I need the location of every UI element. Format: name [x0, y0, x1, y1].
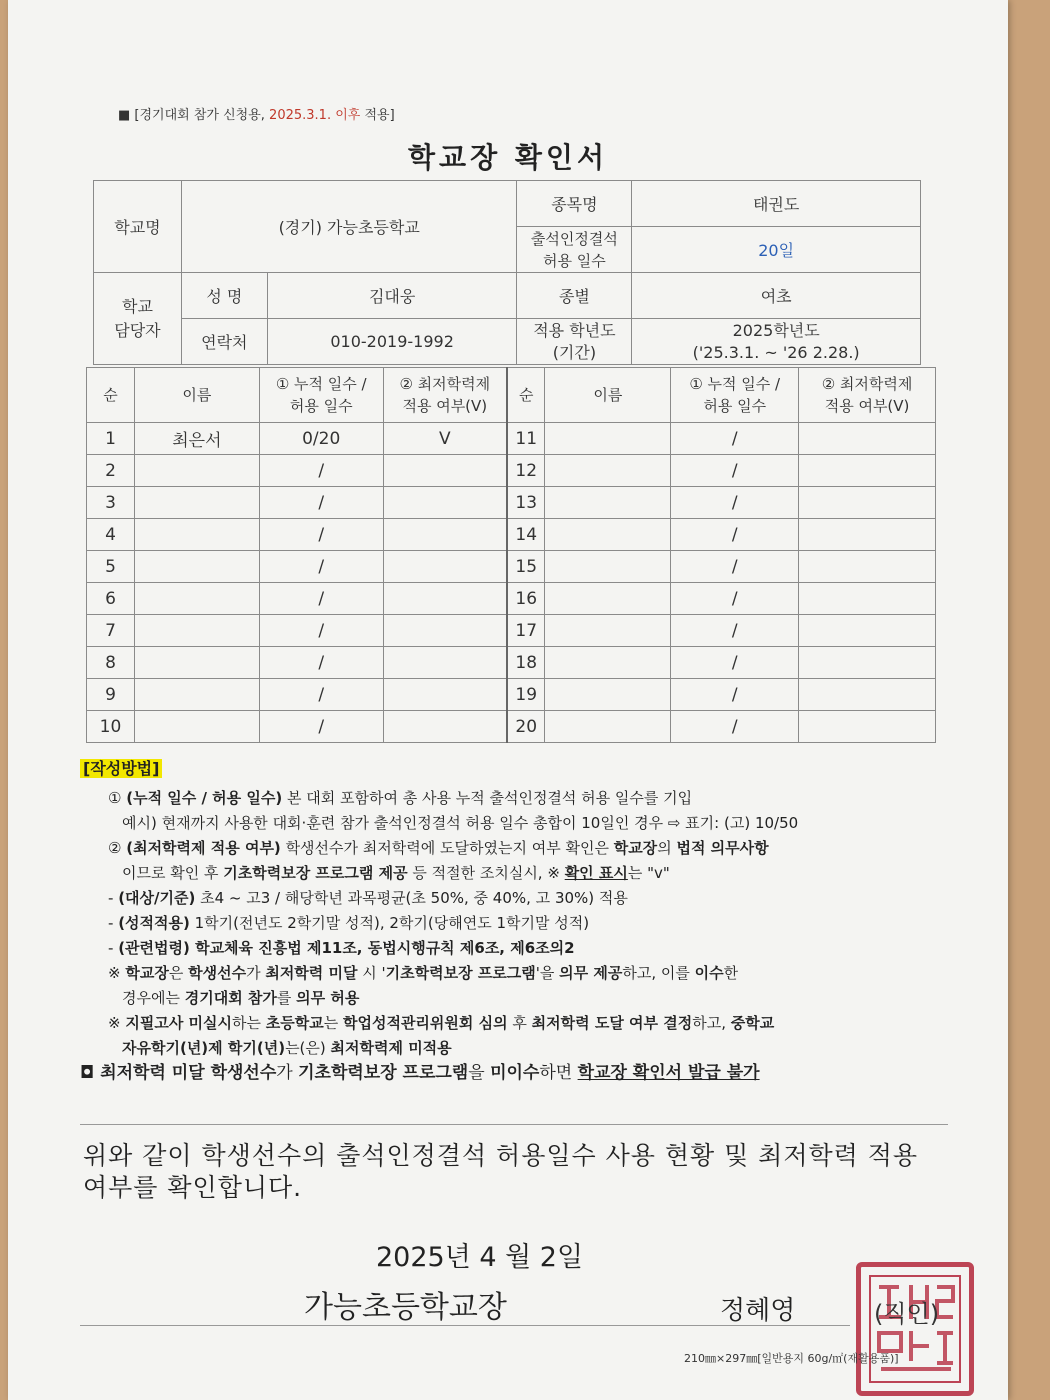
cell-name [545, 615, 671, 647]
sport-value: 태권도 [632, 181, 921, 227]
cell-name [134, 551, 259, 583]
table-row [87, 711, 936, 743]
confirmation-text: 위와 같이 학생선수의 출석인정결석 허용일수 사용 현황 및 최저학력 적용 여부를 확인합니다. [83, 1141, 919, 1202]
issue-date: 2025년 4 월 2일 [376, 1242, 584, 1273]
contact-value: 010-2019-1992 [267, 319, 517, 365]
warning-line: ◘ 최저학력 미달 학생선수가 기초학력보장 프로그램을 미이수하면 학교장 확인서 발급 불가 [80, 1063, 760, 1083]
seal-glyph-icon [861, 1267, 969, 1391]
name-label: 성 명 [181, 273, 267, 319]
manager-label: 학교 담당자 [94, 273, 182, 365]
cell-name [134, 455, 259, 487]
cell-check [799, 487, 936, 519]
cell-days: / [259, 583, 383, 615]
cell-check [799, 519, 936, 551]
table-row [87, 551, 936, 583]
cell-days: / [671, 423, 799, 455]
cell-name [545, 647, 671, 679]
cell-name [545, 455, 671, 487]
header-min: ② 최저학력제 적용 여부(V) [799, 368, 936, 423]
cell-check [799, 647, 936, 679]
cell-days: / [671, 711, 799, 743]
cell-check [383, 455, 507, 487]
school-label: 학교명 [94, 181, 182, 273]
cell-days: / [671, 487, 799, 519]
instructions [80, 756, 960, 1086]
cell-check [383, 487, 507, 519]
cell-check [799, 679, 936, 711]
cell-no: 15 [507, 551, 545, 583]
cell-name [545, 551, 671, 583]
cell-name [545, 423, 671, 455]
header-no: 순 [507, 368, 545, 423]
cell-name [545, 679, 671, 711]
year-label: 적용 학년도 (기간) [517, 319, 632, 365]
cell-name [134, 615, 259, 647]
header-min: ② 최저학력제 적용 여부(V) [383, 368, 507, 423]
table-row [87, 455, 936, 487]
cell-name [545, 583, 671, 615]
cell-days: / [259, 519, 383, 551]
cell-no: 5 [87, 551, 135, 583]
instruction-line: - (대상/기준) 초4 ~ 고3 / 해당학년 과목평균(초 50%, 중 40%, 고 30%) 적용 [108, 889, 628, 907]
category-label: 종별 [517, 273, 632, 319]
cell-name [134, 711, 259, 743]
instructions-heading: [작성방법] [80, 759, 162, 778]
instruction-line: ※ 학교장은 학생선수가 최저학력 미달 시 '기초학력보장 프로그램'을 의무 제공하고, 이를 이수한 [108, 964, 739, 982]
allowed-days-value: 20일 [632, 227, 921, 273]
cell-days: / [259, 647, 383, 679]
cell-name [134, 583, 259, 615]
cell-name [134, 679, 259, 711]
divider [80, 1325, 850, 1326]
cell-days: / [259, 615, 383, 647]
header-days: ① 누적 일수 / 허용 일수 [671, 368, 799, 423]
cell-days: / [259, 711, 383, 743]
cell-no: 11 [507, 423, 545, 455]
cell-check [799, 583, 936, 615]
cell-check [383, 519, 507, 551]
cell-days: / [259, 551, 383, 583]
instruction-line: ① (누적 일수 / 허용 일수) 본 대회 포함하여 총 사용 누적 출석인정결석 허용 일수를 기입 [108, 789, 693, 807]
cell-check [799, 615, 936, 647]
cell-name: 최은서 [134, 423, 259, 455]
table-row [87, 423, 936, 455]
instruction-line: - (성적적용) 1학기(전년도 2학기말 성적), 2학기(당해연도 1학기말 성적) [108, 914, 590, 932]
cell-no: 14 [507, 519, 545, 551]
cell-no: 7 [87, 615, 135, 647]
header-days: ① 누적 일수 / 허용 일수 [259, 368, 383, 423]
instruction-line: 이므로 확인 후 기초학력보장 프로그램 제공 등 적절한 조치실시, ※ 확인 표시는 "v" [122, 864, 670, 882]
allowed-days-label: 출석인정결석 허용 일수 [517, 227, 632, 273]
cell-check [799, 711, 936, 743]
cell-no: 17 [507, 615, 545, 647]
cell-no: 13 [507, 487, 545, 519]
cell-check [383, 711, 507, 743]
cell-days: / [671, 519, 799, 551]
cell-no: 18 [507, 647, 545, 679]
cell-days: / [259, 679, 383, 711]
school-principal-title: 가능초등학교장 [304, 1290, 507, 1325]
cell-check [383, 583, 507, 615]
cell-no: 9 [87, 679, 135, 711]
official-seal [856, 1262, 974, 1396]
cell-check [383, 615, 507, 647]
cell-name [134, 647, 259, 679]
cell-no: 2 [87, 455, 135, 487]
cell-check: V [383, 423, 507, 455]
divider [80, 1124, 948, 1125]
cell-no: 16 [507, 583, 545, 615]
cell-no: 12 [507, 455, 545, 487]
cell-name [134, 487, 259, 519]
cell-check [383, 647, 507, 679]
table-row [87, 647, 936, 679]
instruction-line: 경우에는 경기대회 참가를 의무 허용 [122, 989, 360, 1007]
year-value: 2025학년도 ('25.3.1. ~ '26 2.28.) [632, 319, 921, 365]
cell-days: / [671, 551, 799, 583]
name-value: 김대웅 [267, 273, 517, 319]
info-table [93, 180, 921, 365]
table-row [87, 679, 936, 711]
cell-check [799, 455, 936, 487]
cell-no: 4 [87, 519, 135, 551]
cell-days: / [671, 615, 799, 647]
instruction-line: 자유학기(년)제 학기(년)는(은) 최저학력제 미적용 [122, 1039, 452, 1057]
header-name: 이름 [134, 368, 259, 423]
table-row [87, 615, 936, 647]
principal-name: 정혜영 [720, 1296, 796, 1326]
cell-days: / [671, 647, 799, 679]
cell-no: 8 [87, 647, 135, 679]
table-row [87, 583, 936, 615]
cell-days: / [259, 455, 383, 487]
instruction-line: 예시) 현재까지 사용한 대회·훈련 참가 출석인정결석 허용 일수 총합이 10일인 경우 ⇨ 표기: (고) 10/50 [122, 814, 799, 832]
cell-days: / [671, 583, 799, 615]
sport-label: 종목명 [517, 181, 632, 227]
cell-no: 19 [507, 679, 545, 711]
cell-name [545, 487, 671, 519]
paper-spec: 210㎜×297㎜[일반용지 60g/㎡(재활용품)] [684, 1352, 899, 1365]
instruction-line: - (관련법령) 학교체육 진흥법 제11조, 동법시행규칙 제6조, 제6조의2 [108, 939, 575, 957]
instruction-line: ② (최저학력제 적용 여부) 학생선수가 최저학력에 도달하였는지 여부 확인은 학교장의 법적 의무사항 [108, 839, 769, 857]
cell-check [799, 551, 936, 583]
table-row [87, 487, 936, 519]
header-name: 이름 [545, 368, 671, 423]
document-page [8, 0, 1008, 1400]
cell-no: 1 [87, 423, 135, 455]
document-title: 학교장 확인서 [407, 141, 609, 174]
table-row [87, 519, 936, 551]
cell-days: / [259, 487, 383, 519]
cell-days: / [671, 679, 799, 711]
cell-check [383, 551, 507, 583]
cell-no: 6 [87, 583, 135, 615]
cell-check [799, 423, 936, 455]
cell-no: 10 [87, 711, 135, 743]
cell-no: 3 [87, 487, 135, 519]
cell-name [545, 711, 671, 743]
school-value: (경기) 가능초등학교 [181, 181, 517, 273]
contact-label: 연락처 [181, 319, 267, 365]
cell-name [134, 519, 259, 551]
cell-name [545, 519, 671, 551]
seal-label: (직인) [874, 1300, 940, 1328]
category-value: 여초 [632, 273, 921, 319]
student-table [86, 367, 936, 743]
instruction-line: ※ 지필고사 미실시하는 초등학교는 학업성적관리위원회 심의 후 최저학력 도달 여부 결정하고, 중학교 [108, 1014, 775, 1032]
cell-days: / [671, 455, 799, 487]
cell-check [383, 679, 507, 711]
header-no: 순 [87, 368, 135, 423]
notice-line: ■ [경기대회 참가 신청용, 2025.3.1. 이후 적용] [118, 108, 395, 123]
cell-days: 0/20 [259, 423, 383, 455]
cell-no: 20 [507, 711, 545, 743]
